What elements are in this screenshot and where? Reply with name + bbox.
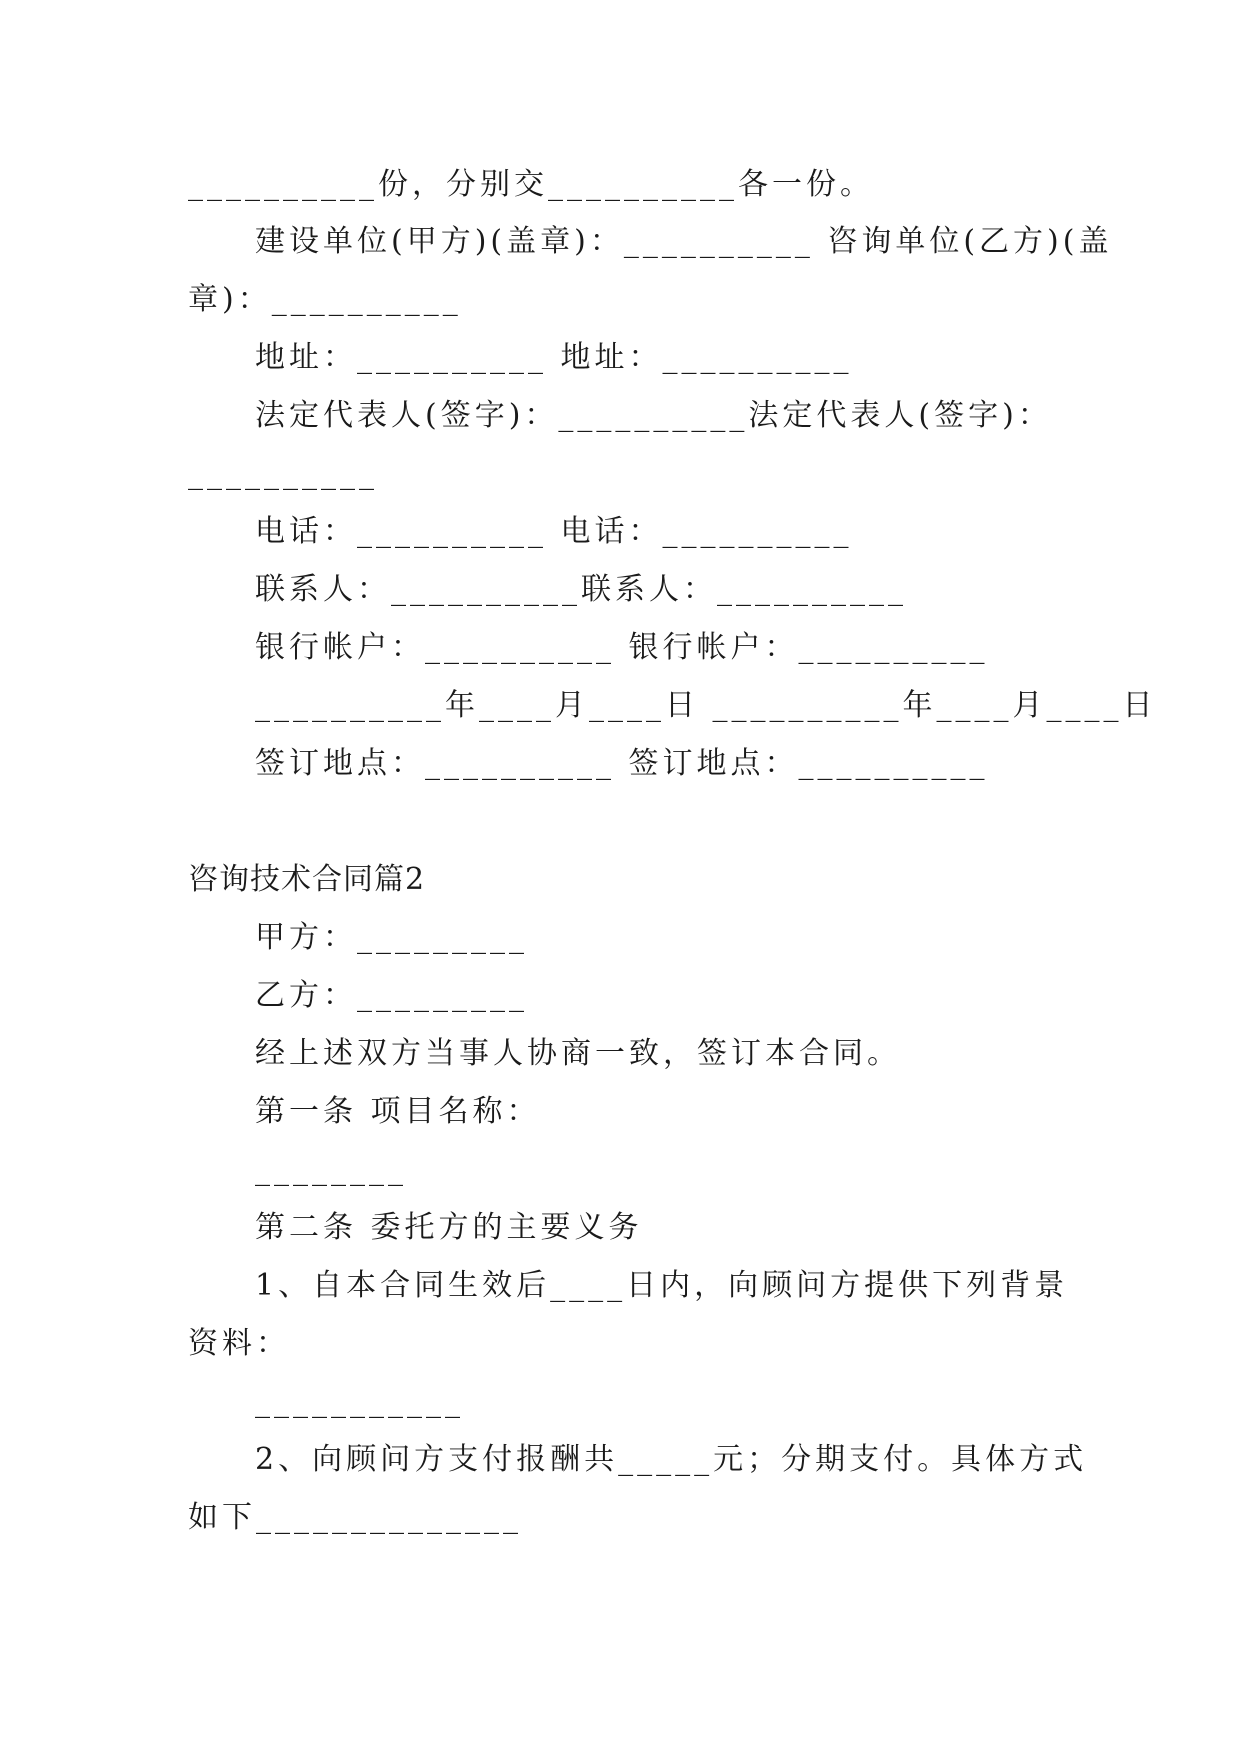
clause-1-continuation: 资料： — [188, 1326, 290, 1361]
signature-units-continuation: 章)：__________ — [188, 282, 462, 317]
phone-line: 电话：__________ 电话：__________ — [255, 514, 853, 549]
bank-account-line: 银行帐户：__________ 银行帐户：__________ — [255, 630, 989, 665]
project-name-blank: ________ — [255, 1152, 407, 1187]
legal-representative-continuation: __________ — [188, 456, 378, 491]
party-b-line: 乙方：_________ — [255, 978, 528, 1013]
clause-2-line: 2、向顾问方支付报酬共_____元；分期支付。具体方式 — [255, 1442, 1088, 1477]
signing-place-line: 签订地点：__________ 签订地点：__________ — [255, 746, 989, 781]
signature-units-line: 建设单位(甲方)(盖章)：__________ 咨询单位(乙方)(盖 — [255, 224, 1113, 259]
clause-2-continuation: 如下______________ — [188, 1500, 522, 1535]
article-1-heading: 第一条 项目名称： — [255, 1094, 541, 1129]
date-line: __________年____月____日 __________年____月____日 — [255, 688, 1157, 723]
background-materials-blank: ___________ — [255, 1384, 464, 1419]
clause-1-line: 1、自本合同生效后____日内，向顾问方提供下列背景 — [255, 1268, 1069, 1303]
address-line: 地址：__________ 地址：__________ — [255, 340, 853, 375]
copies-line: __________份，分别交__________各一份。 — [188, 167, 874, 202]
party-a-line: 甲方：_________ — [255, 920, 528, 955]
agreement-intro: 经上述双方当事人协商一致，签订本合同。 — [255, 1036, 901, 1071]
section-title: 咨询技术合同篇2 — [188, 862, 426, 897]
legal-representative-line: 法定代表人(签字)：__________法定代表人(签字)： — [255, 398, 1052, 433]
article-2-heading: 第二条 委托方的主要义务 — [255, 1210, 643, 1245]
contact-person-line: 联系人：__________联系人：__________ — [255, 572, 907, 607]
